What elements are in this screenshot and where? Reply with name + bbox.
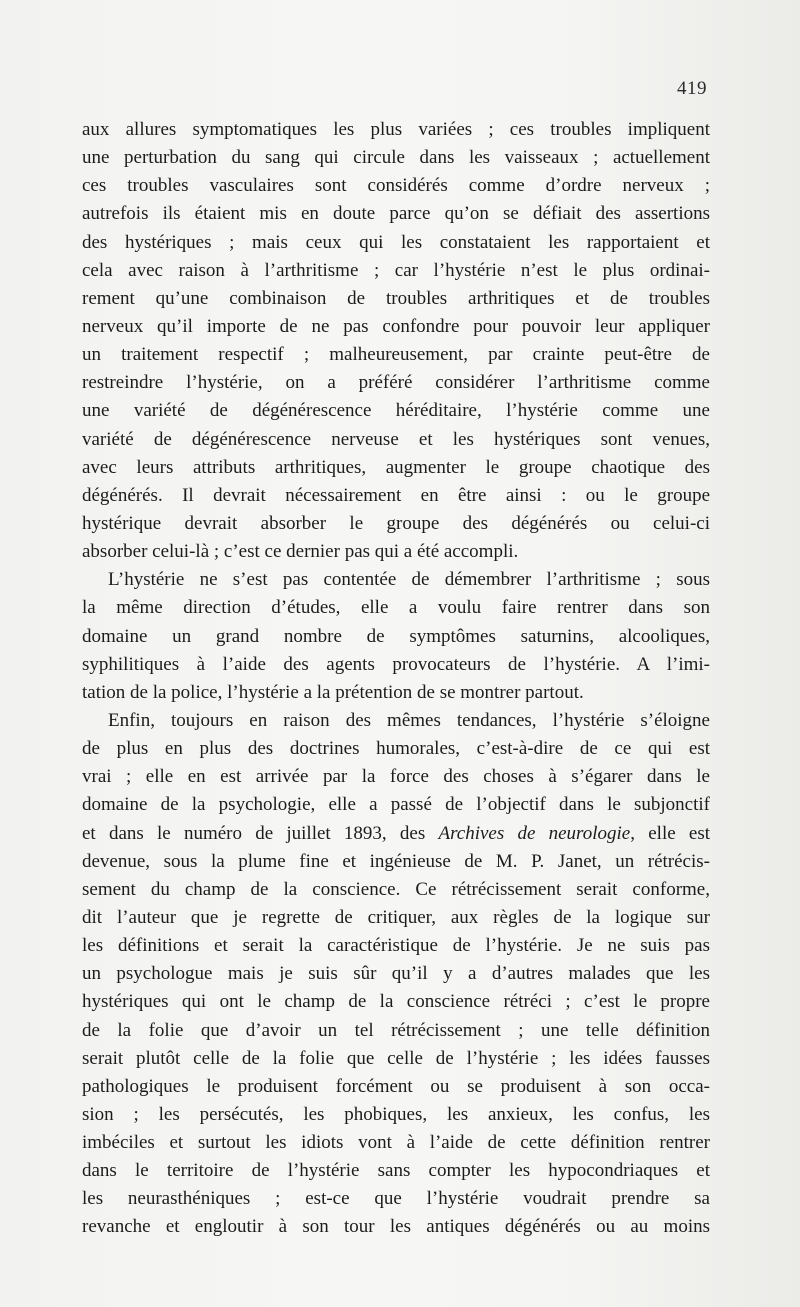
body-text (82, 116, 710, 1242)
text-line: des hystériques ; mais ceux qui les constataient les rapportaient et (82, 231, 710, 253)
text-line: dit l’auteur que je regrette de critiquer, aux règles de la logique sur (82, 906, 710, 928)
text-line: L’hystérie ne s’est pas contentée de démembrer l’arthritisme ; sous (108, 569, 710, 591)
text-line: avec leurs attributs arthritiques, augmenter le groupe chaotique des (82, 456, 710, 478)
text-line: vrai ; elle en est arrivée par la force des choses à s’égarer dans le (82, 766, 710, 788)
text-line: domaine de la psychologie, elle a passé de l’objectif dans le subjonctif (82, 794, 710, 816)
text-line: dégénérés. Il devrait nécessairement en être ainsi : ou le groupe (82, 484, 710, 506)
text-segment: et dans le numéro de juillet 1893, des (82, 822, 439, 844)
text-line: pathologiques le produisent forcément ou se produisent à son occa- (82, 1075, 710, 1097)
text-line: restreindre l’hystérie, on a préféré considérer l’arthritisme comme (82, 372, 710, 394)
text-line: devenue, sous la plume fine et ingénieuse de M. P. Janet, un rétrécis- (82, 850, 710, 872)
text-line: les neurasthéniques ; est-ce que l’hystérie voudrait prendre sa (82, 1188, 710, 1210)
text-line: de plus en plus des doctrines humorales, c’est-à-dire de ce qui est (82, 738, 710, 760)
text-line: hystériques qui ont le champ de la conscience rétréci ; c’est le propre (82, 991, 710, 1013)
text-line: dans le territoire de l’hystérie sans compter les hypocondriaques et (82, 1160, 710, 1182)
text-segment: , elle est (630, 822, 710, 844)
text-line: une perturbation du sang qui circule dans les vaisseaux ; actuellement (82, 147, 710, 169)
text-line (82, 820, 710, 848)
text-line: hystérique devrait absorber le groupe des dégénérés ou celui-ci (82, 512, 710, 534)
text-line: Enfin, toujours en raison des mêmes tendances, l’hystérie s’éloigne (108, 709, 710, 731)
text-line: un traitement respectif ; malheureusement, par crainte peut-être de (82, 344, 710, 366)
text-line: sement du champ de la conscience. Ce rétrécissement serait conforme, (82, 878, 710, 900)
text-line: serait plutôt celle de la folie que celle de l’hystérie ; les idées fausses (82, 1047, 710, 1069)
journal-title: Archives de neurologie (438, 822, 631, 844)
text-line: ces troubles vasculaires sont considérés comme d’ordre nerveux ; (82, 175, 710, 197)
text-line: la même direction d’études, elle a voulu faire rentrer dans son (82, 597, 710, 619)
text-line: une variété de dégénérescence héréditaire, l’hystérie comme une (82, 400, 710, 422)
text-line: rement qu’une combinaison de troubles arthritiques et de troubles (82, 287, 710, 309)
text-line: tation de la police, l’hystérie a la prétention de se montrer partout. (82, 681, 584, 703)
text-line: absorber celui-là ; c’est ce dernier pas qui a été accompli. (82, 541, 519, 563)
text-line: les définitions et serait la caractéristique de l’hystérie. Je ne suis pas (82, 935, 710, 957)
page-number: 419 (677, 78, 707, 99)
text-line: de la folie que d’avoir un tel rétrécissement ; une telle définition (82, 1019, 710, 1041)
text-line: syphilitiques à l’aide des agents provocateurs de l’hystérie. A l’imi- (82, 653, 710, 675)
text-line: sion ; les persécutés, les phobiques, les anxieux, les confus, les (82, 1103, 710, 1125)
text-line: cela avec raison à l’arthritisme ; car l’hystérie n’est le plus ordinai- (82, 259, 710, 281)
text-line: nerveux qu’il importe de ne pas confondre pour pouvoir leur appliquer (82, 315, 710, 337)
text-line: domaine un grand nombre de symptômes saturnins, alcooliques, (82, 625, 710, 647)
text-line: un psychologue mais je suis sûr qu’il y a d’autres malades que les (82, 963, 710, 985)
text-line: autrefois ils étaient mis en doute parce qu’on se défiait des assertions (82, 203, 710, 225)
text-line: aux allures symptomatiques les plus variées ; ces troubles impliquent (82, 119, 710, 140)
text-line: revanche et engloutir à son tour les antiques dégénérés ou au moins (82, 1216, 710, 1238)
text-line: variété de dégénérescence nerveuse et les hystériques sont venues, (82, 428, 710, 450)
text-line: imbéciles et surtout les idiots vont à l’aide de cette définition rentrer (82, 1132, 710, 1154)
